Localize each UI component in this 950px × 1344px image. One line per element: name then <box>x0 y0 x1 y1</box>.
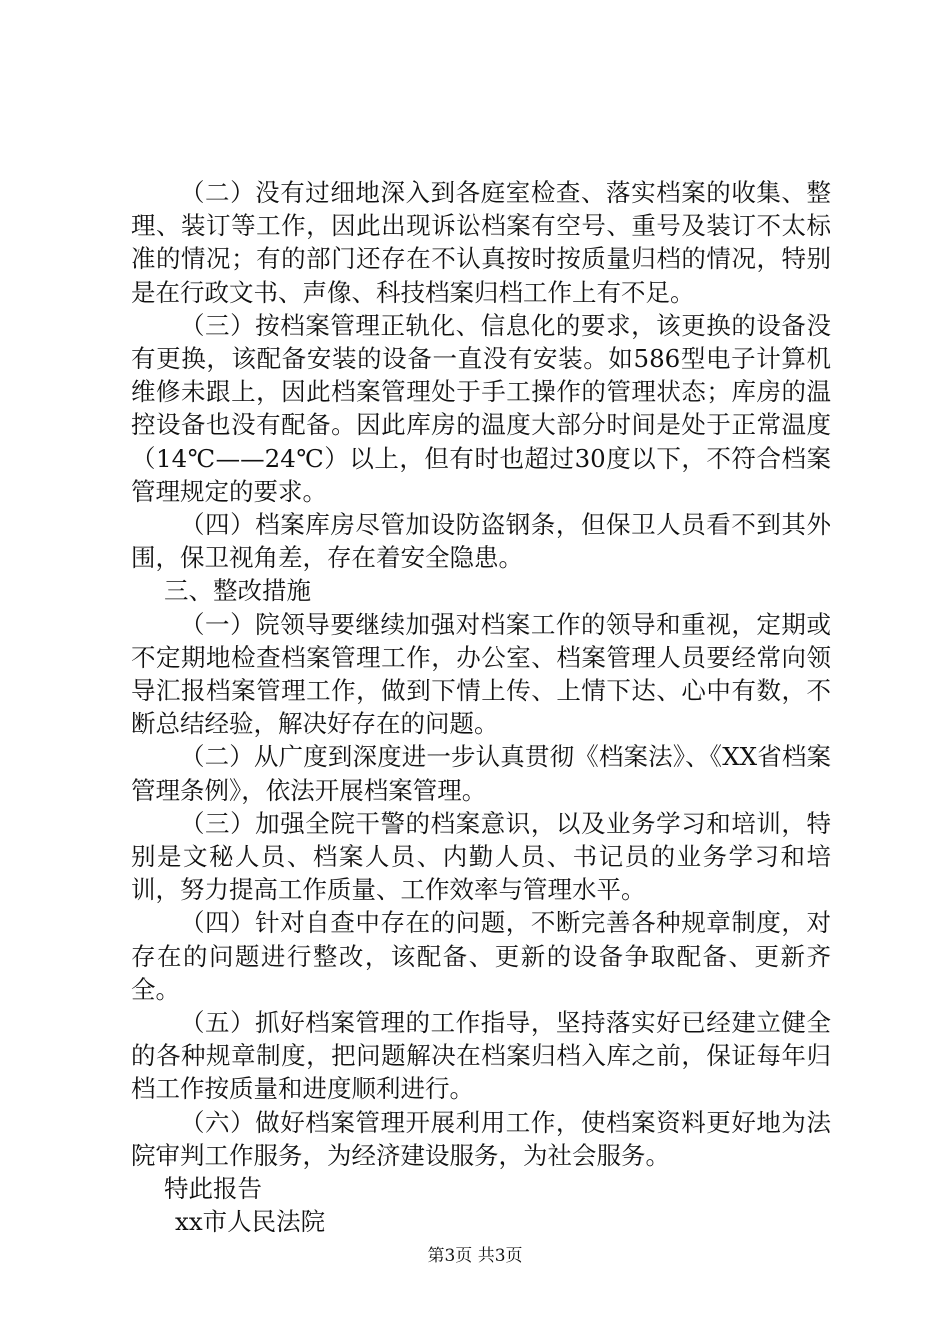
paragraph-3-4: （四）针对自查中存在的问题，不断完善各种规章制度，对存在的问题进行整改，该配备、更新的设备争取配备、更新齐全。 <box>131 908 831 1004</box>
issuing-organization: xx市人民法院 <box>175 1207 326 1237</box>
paragraph-3-6: （六）做好档案管理开展利用工作，使档案资料更好地为法院审判工作服务，为经济建设服务，为社会服务。 <box>131 1107 831 1170</box>
paragraph-3-1: （一）院领导要继续加强对档案工作的领导和重视，定期或不定期地检查档案管理工作，办公室、档案管理人员要经常向领导汇报档案管理工作，做到下情上传、上情下达、心中有数，不断总结经验，解决好存在的问题。 <box>131 609 831 739</box>
paragraph-3-5: （五）抓好档案管理的工作指导，坚持落实好已经建立健全的各种规章制度，把问题解决在档案归档入库之前，保证每年归档工作按质量和进度顺利进行。 <box>131 1008 831 1104</box>
paragraph-2-2: （二）没有过细地深入到各庭室检查、落实档案的收集、整理、装订等工作，因此出现诉讼档案有空号、重号及装订不太标准的情况；有的部门还存在不认真按时按质量归档的情况，特别是在行政文书、声像、科技档案归档工作上有不足。 <box>131 178 831 307</box>
paragraph-2-4: （四）档案库房尽管加设防盗钢条，但保卫人员看不到其外围，保卫视角差，存在着安全隐患。 <box>131 510 831 573</box>
page-footer: 第3页 共3页 <box>427 1246 523 1266</box>
section-heading-rectification: 三、整改措施 <box>164 576 311 606</box>
paragraph-3-2: （二）从广度到深度进一步认真贯彻《档案法》、《XX省档案管理条例》，依法开展档案管理。 <box>131 742 831 805</box>
paragraph-3-3: （三）加强全院干警的档案意识，以及业务学习和培训，特别是文秘人员、档案人员、内勤人员、书记员的业务学习和培训，努力提高工作质量、工作效率与管理水平。 <box>131 808 831 905</box>
closing-statement: 特此报告 <box>164 1174 262 1204</box>
document-body <box>131 176 831 1239</box>
paragraph-2-3: （三）按档案管理正轨化、信息化的要求，该更换的设备没有更换，该配备安装的设备一直没有安装。如586型电子计算机维修未跟上，因此档案管理处于手工操作的管理状态；库房的温控设备也没有配备。因此库房的温度大部分时间是处于正常温度（14℃——24℃）以上，但有时也超过30度以下，不符合档案管理规定的要求。 <box>131 310 831 506</box>
